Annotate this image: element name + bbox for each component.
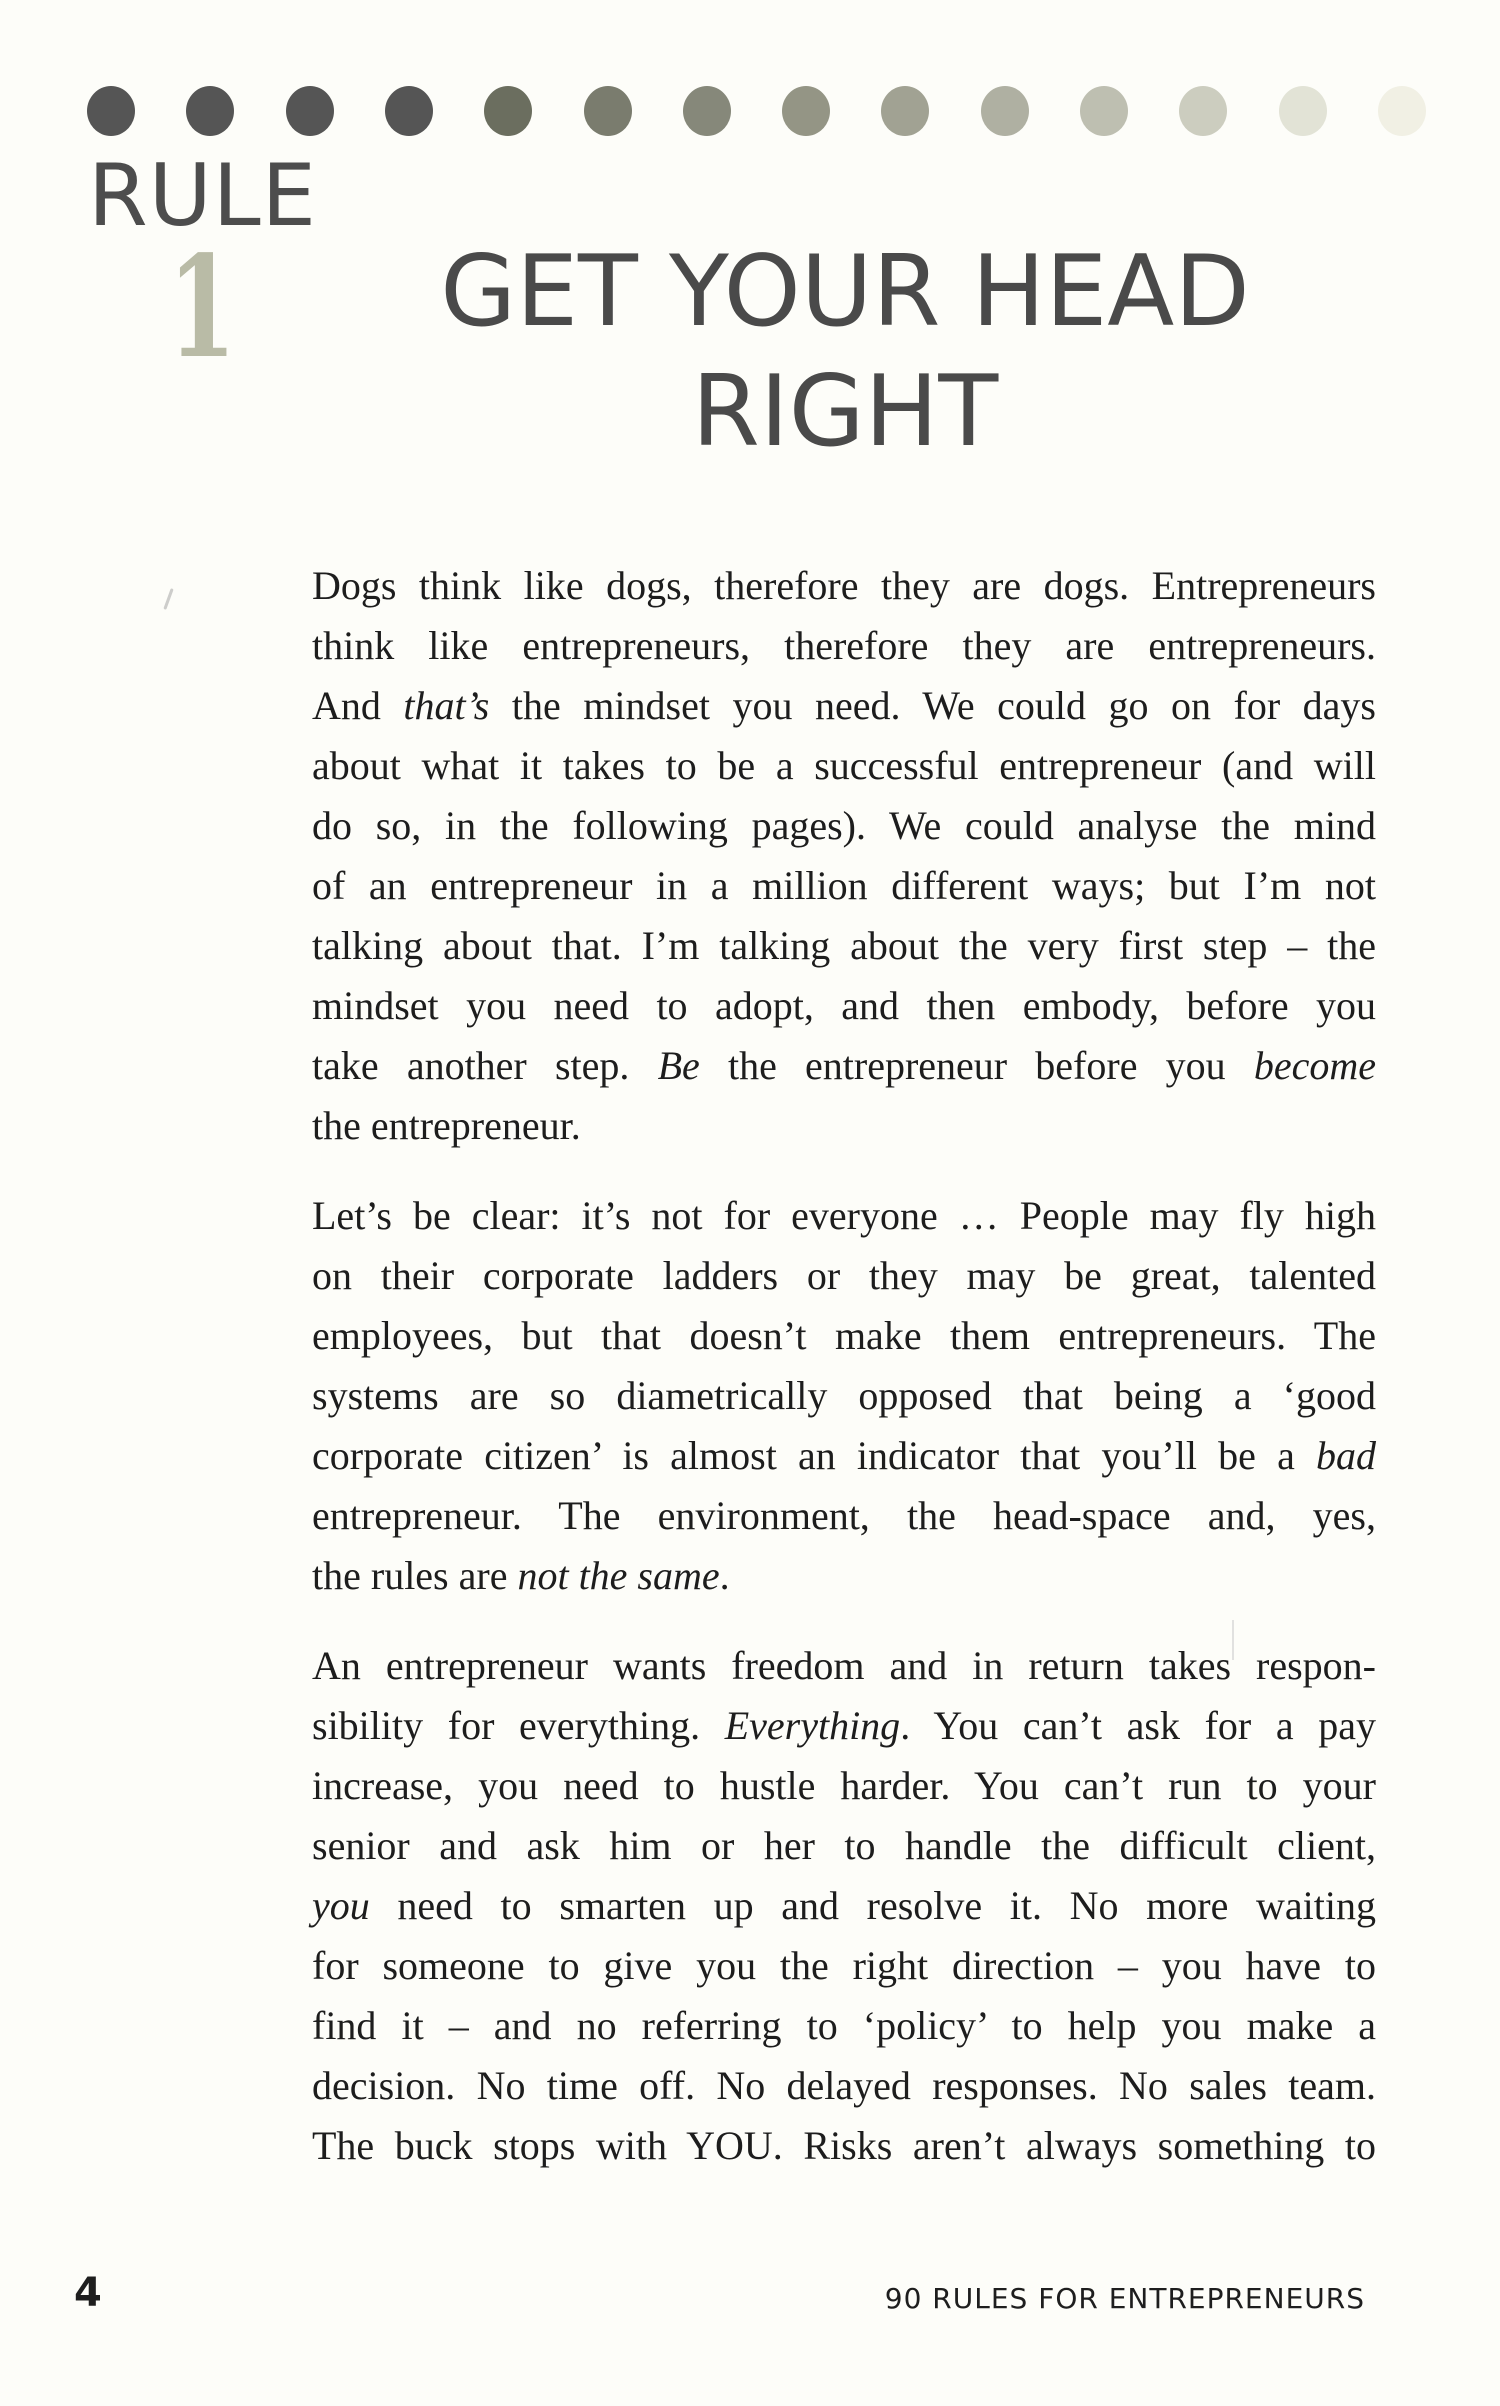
paragraph [312, 1636, 1376, 2176]
text-line: The buck stops with YOU. Risks aren’t always something to [312, 2123, 1376, 2168]
chapter-title-line-2: RIGHT [691, 355, 999, 469]
text-line: on their corporate ladders or they may be great, talented [312, 1253, 1376, 1298]
progress-dot [1279, 86, 1327, 136]
text-line: Dogs think like dogs, therefore they are dogs. Entrepreneurs [312, 563, 1376, 608]
page-number: 4 [74, 2270, 102, 2316]
running-footer-title: 90 RULES FOR ENTREPRENEURS [884, 2282, 1365, 2315]
progress-dot [1080, 86, 1128, 136]
text-line: senior and ask him or her to handle the difficult client, [312, 1823, 1376, 1868]
progress-dot [385, 86, 433, 136]
progress-dot [881, 86, 929, 136]
emphasis: Be [657, 1043, 700, 1088]
paragraph [312, 1186, 1376, 1606]
emphasis: Everything [724, 1703, 901, 1748]
emphasis: become [1253, 1043, 1376, 1088]
rule-number: 1 [168, 226, 237, 390]
chapter-title [380, 232, 1310, 472]
text-line: take another step. Be the entrepreneur before you become [312, 1043, 1376, 1088]
text-line: employees, but that doesn’t make them entrepreneurs. The [312, 1313, 1376, 1358]
text-line: sibility for everything. Everything. You can’t ask for a pay [312, 1703, 1376, 1748]
text-line: increase, you need to hustle harder. You can’t run to your [312, 1763, 1376, 1808]
progress-dot [87, 86, 135, 136]
emphasis: you [312, 1883, 370, 1928]
progress-dot [1179, 86, 1227, 136]
text-line: talking about that. I’m talking about the very first step – the [312, 923, 1376, 968]
text-line: for someone to give you the right direction – you have to [312, 1943, 1376, 1988]
progress-dot [683, 86, 731, 136]
progress-dot [484, 86, 532, 136]
scan-artifact-mark [163, 588, 173, 610]
text-line: of an entrepreneur in a million different ways; but I’m not [312, 863, 1376, 908]
progress-dot [286, 86, 334, 136]
rule-label: RULE [88, 146, 317, 246]
progress-dot [186, 86, 234, 136]
text-line: Let’s be clear: it’s not for everyone … People may fly high [312, 1193, 1376, 1238]
body-text [312, 556, 1376, 2206]
text-line: think like entrepreneurs, therefore they are entrepreneurs. [312, 623, 1376, 668]
chapter-title-line-1: GET YOUR HEAD [440, 235, 1250, 349]
paragraph [312, 556, 1376, 1156]
progress-dot [1378, 86, 1426, 136]
text-line: An entrepreneur wants freedom and in return takes respon- [312, 1643, 1376, 1688]
progress-dot [981, 86, 1029, 136]
emphasis: that’s [403, 683, 490, 728]
text-line: you need to smarten up and resolve it. No more waiting [312, 1883, 1376, 1928]
progress-dot [584, 86, 632, 136]
text-line: mindset you need to adopt, and then embody, before you [312, 983, 1376, 1028]
emphasis: not the same [517, 1553, 720, 1598]
text-line: systems are so diametrically opposed that being a ‘good [312, 1373, 1376, 1418]
text-line: corporate citizen’ is almost an indicator that you’ll be a bad [312, 1433, 1376, 1478]
text-line: And that’s the mindset you need. We could go on for days [312, 683, 1376, 728]
text-line: about what it takes to be a successful entrepreneur (and will [312, 743, 1376, 788]
text-line: entrepreneur. The environment, the head-space and, yes, [312, 1493, 1376, 1538]
text-line: the rules are not the same. [312, 1553, 730, 1598]
text-line: the entrepreneur. [312, 1103, 581, 1148]
progress-dot [782, 86, 830, 136]
emphasis: bad [1316, 1433, 1376, 1478]
text-line: decision. No time off. No delayed responses. No sales team. [312, 2063, 1376, 2108]
text-line: find it – and no referring to ‘policy’ to help you make a [312, 2003, 1376, 2048]
text-line: do so, in the following pages). We could analyse the mind [312, 803, 1376, 848]
progress-dots [0, 0, 1500, 160]
